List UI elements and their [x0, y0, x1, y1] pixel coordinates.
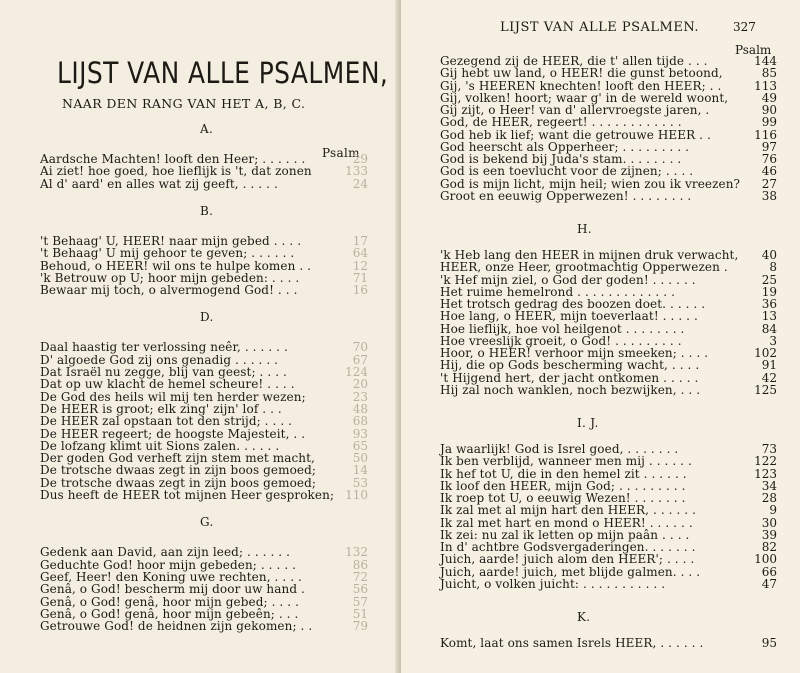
psalm-entry-text: God is mijn licht, mijn heil; wien zou ik vreezen?	[440, 176, 741, 191]
psalm-entry-text: God heerscht als Opperheer; . . . . . . . . .	[440, 139, 690, 154]
page-title: LIJST VAN ALLE PSALMEN,	[57, 56, 389, 90]
psalm-entry-text: De lofzang klimt uit Sions zalen. . . . . .	[40, 438, 280, 453]
psalm-number: 9	[769, 503, 777, 518]
psalm-entry-text: De trotsche dwaas zegt in zijn boos gemoed;	[40, 475, 317, 490]
psalm-number: 30	[761, 515, 777, 530]
psalm-number: 56	[352, 582, 368, 597]
psalm-entry-text: Ja waarlijk! God is Isrel goed, . . . . . . .	[440, 442, 679, 456]
psalm-number: 20	[352, 377, 368, 392]
psalm-number: 72	[352, 569, 368, 584]
psalm-entry-text: HEER, onze Heer, grootmachtig Opperwezen .	[440, 260, 728, 275]
psalm-entry-text: Ik zal met hart en mond o HEER! . . . . . .	[440, 515, 693, 530]
psalm-entry-text: Hoe lieflijk, hoe vol heilgenot . . . . . . . .	[440, 321, 685, 336]
psalm-number: 57	[352, 594, 368, 609]
psalm-number: 84	[761, 321, 777, 336]
running-head: LIJST VAN ALLE PSALMEN.	[500, 20, 700, 35]
psalm-entry-text: Ik roep tot U, o eeuwig Wezen! . . . . . . .	[440, 491, 686, 505]
psalm-number: 23	[352, 389, 368, 404]
psalm-entry-text: God heb ik lief; want die getrouwe HEER . .	[440, 127, 711, 142]
psalm-entry-text: Bewaar mij toch, o alvermogend God! . . .	[40, 283, 298, 298]
section-letter: I. J.	[577, 416, 599, 430]
psalm-entry-text: Behoud, o HEER! wil ons te hulpe komen . .	[40, 258, 312, 273]
psalm-number: 39	[761, 527, 777, 542]
psalm-entry-text: 'k Betrouw op U; hoor mijn gebeden: . . . .	[40, 270, 300, 285]
psalm-number: 132	[345, 545, 368, 560]
psalm-entry-text: Getrouwe God! de heidnen zijn gekomen; . .	[40, 619, 313, 634]
psalm-number: 24	[352, 176, 368, 191]
psalm-number: 8	[769, 260, 777, 275]
psalm-entry-text: De God des heils wil mij ten herder wezen;	[40, 389, 306, 404]
psalm-entry-text: Hoe lang, o HEER, mijn toeverlaat! . . . . .	[440, 309, 698, 324]
psalm-entry-text: Geef, Heer! den Koning uwe rechten, . . . .	[40, 569, 302, 584]
psalm-number: 12	[352, 258, 368, 273]
psalm-number: 66	[761, 564, 777, 579]
psalm-entry-text: 't Behaag' U mij gehoor te geven; . . . . . .	[40, 246, 295, 261]
psalm-entry-text: Genâ, o God! genâ, hoor mijn gebed; . . . .	[40, 594, 299, 609]
psalm-entry-text: Juich, aarde! juich, met blijde galmen. . . .	[440, 564, 701, 579]
psalm-entry-text: Ik zei: nu zal ik letten op mijn paân . . . .	[440, 527, 690, 542]
psalm-number: 16	[352, 283, 368, 298]
psalm-number: 46	[761, 164, 777, 179]
page-number: 327	[733, 20, 756, 34]
psalm-entry-text: Het ruime hemelrond . . . . . . . . . . . . .	[440, 284, 675, 299]
psalm-number: 67	[352, 352, 368, 367]
psalm-number: 42	[761, 370, 777, 385]
psalm-number: 110	[345, 488, 368, 502]
psalm-entry-text: Gij zijt, o Heer! van d' allervroegste jaren, .	[440, 103, 710, 117]
left-column-label: Psalm	[322, 146, 360, 160]
psalm-number: 14	[352, 463, 368, 478]
psalm-number: 90	[761, 103, 777, 117]
right-column-label: Psalm	[735, 43, 772, 57]
psalm-number: 68	[352, 414, 368, 429]
psalm-entry-text: 't Behaag' U, HEER! naar mijn gebed . . . .	[40, 233, 302, 248]
psalm-entry-text: Juich, aarde! juich alom den HEER'; . . . .	[440, 552, 695, 567]
psalm-number: 71	[352, 270, 368, 285]
psalm-number: 99	[761, 115, 777, 130]
psalm-entry-text: Gij, volken! hoort; waar g' in de wereld woont,	[440, 90, 729, 105]
psalm-number: 36	[761, 297, 777, 311]
psalm-number: 97	[761, 139, 777, 154]
psalm-number: 47	[761, 576, 777, 591]
psalm-entry-text: De trotsche dwaas zegt in zijn boos gemoed;	[40, 463, 317, 478]
psalm-number: 113	[754, 78, 777, 93]
psalm-entry-text: Genâ, o God! genâ, hoor mijn gebeên; . . .	[40, 606, 299, 621]
psalm-number: 82	[761, 540, 777, 554]
psalm-number: 73	[761, 442, 777, 456]
psalm-entry-text: 't Hijgend hert, der jacht ontkomen . . . . .	[440, 370, 699, 385]
psalm-number: 144	[754, 54, 777, 68]
psalm-entry-text: Genâ, o God! bescherm mij door uw hand .	[40, 582, 305, 597]
psalm-number: 48	[352, 401, 368, 416]
psalm-entry-text: Juicht, o volken juicht: . . . . . . . . . . .	[440, 576, 666, 591]
psalm-number: 124	[345, 365, 368, 379]
psalm-number: 49	[761, 90, 777, 105]
psalm-entry-text: God is een toevlucht voor de zijnen; . . . .	[440, 164, 694, 179]
psalm-number: 34	[761, 478, 777, 493]
psalm-entry-text: De HEER regeert; de hoogste Majesteit, . .	[40, 426, 306, 441]
psalm-number: 102	[754, 346, 777, 360]
psalm-number: 17	[352, 233, 368, 248]
psalm-entry-text: Al d' aard' en alles wat zij geeft, . . . . .	[40, 176, 278, 191]
psalm-number: 86	[352, 557, 368, 572]
psalm-entry-text: D' algoede God zij ons genadig . . . . . .	[40, 352, 279, 367]
psalm-entry-text: Groot en eeuwig Opperwezen! . . . . . . . .	[440, 188, 692, 203]
psalm-entry-text: Aardsche Machten! looft den Heer; . . . . . .	[40, 152, 306, 166]
psalm-entry-text: Ik loof den HEER, mijn God; . . . . . . . . .	[440, 478, 686, 493]
psalm-entry-text: Geduchte God! hoor mijn gebeden; . . . . .	[40, 557, 297, 572]
left-page	[0, 0, 399, 673]
psalm-number: 28	[761, 491, 777, 505]
psalm-entry-text: Hij, die op Gods bescherming wacht, . . . .	[440, 358, 700, 373]
psalm-number: 122	[754, 454, 777, 469]
psalm-entry-text: Het trotsch gedrag des boozen doet. . . . . .	[440, 297, 706, 311]
psalm-number: 25	[761, 272, 777, 287]
psalm-number: 19	[761, 284, 777, 299]
psalm-entry-text: Gij, 's HEEREN knechten! looft den HEER; . .	[440, 78, 722, 93]
psalm-entry-text: Ik ben verblijd, wanneer men mij . . . . . .	[440, 454, 692, 469]
psalm-number: 29	[352, 152, 368, 166]
section-letter: A.	[200, 122, 214, 136]
psalm-number: 27	[761, 176, 777, 191]
psalm-entry-text: Ik hef tot U, die in den hemel zit . . . . . .	[440, 466, 687, 481]
psalm-entry-text: Der goden God verheft zijn stem met macht,	[40, 451, 315, 466]
psalm-entry-text: De HEER is groot; elk zing' zijn' lof . . .	[40, 401, 282, 416]
section-letter: G.	[200, 515, 214, 530]
psalm-number: 40	[761, 248, 777, 262]
psalm-entry-text: Gezegend zij de HEER, die t' allen tijde . . .	[440, 54, 708, 68]
psalm-entry-text: God is bekend bij Juda's stam. . . . . . . .	[440, 152, 682, 166]
psalm-number: 91	[761, 358, 777, 373]
section-letter: B.	[200, 203, 214, 218]
psalm-entry-text: Gedenk aan David, aan zijn leed; . . . . . .	[40, 545, 291, 560]
psalm-number: 125	[754, 382, 777, 397]
psalm-entry-text: Dat Israël nu zegge, blij van geest; . . . .	[40, 365, 287, 379]
psalm-number: 95	[761, 636, 777, 650]
psalm-number: 133	[345, 164, 368, 179]
psalm-entry-text: God, de HEER, regeert! . . . . . . . . . . . .	[440, 115, 682, 130]
psalm-entry-text: 'k Heb lang den HEER in mijnen druk verwacht,	[440, 248, 739, 262]
psalm-number: 38	[761, 188, 777, 203]
right-page	[401, 0, 800, 673]
psalm-entry-text: In d' achtbre Godsvergaderingen. . . . . . .	[440, 540, 696, 554]
section-letter: H.	[577, 222, 592, 236]
psalm-entry-text: Dus heeft de HEER tot mijnen Heer gesproken;	[40, 488, 335, 502]
section-letter: K.	[577, 610, 591, 624]
psalm-number: 85	[761, 66, 777, 81]
psalm-entry-text: Ik zal met al mijn hart den HEER, . . . . . .	[440, 503, 697, 518]
psalm-entry-text: Ai ziet! hoe goed, hoe lieflijk is 't, dat zonen	[40, 164, 312, 179]
psalm-number: 93	[352, 426, 368, 441]
psalm-number: 116	[754, 127, 777, 142]
psalm-number: 100	[754, 552, 777, 567]
psalm-number: 70	[352, 340, 368, 355]
psalm-entry-text: Gij hebt uw land, o HEER! die gunst betoond,	[440, 66, 723, 81]
psalm-number: 65	[352, 438, 368, 453]
page-subtitle: NAAR DEN RANG VAN HET A, B, C.	[62, 96, 306, 111]
psalm-entry-text: Komt, laat ons samen Isrels HEER, . . . . . .	[440, 636, 704, 650]
psalm-number: 76	[761, 152, 777, 166]
psalm-number: 79	[352, 619, 368, 634]
psalm-number: 123	[754, 466, 777, 481]
psalm-entry-text: Dat op uw klacht de hemel scheure! . . . .	[40, 377, 295, 392]
psalm-entry-text: 'k Hef mijn ziel, o God der goden! . . . . . .	[440, 272, 696, 287]
psalm-entry-text: De HEER zal opstaan tot den strijd; . . . .	[40, 414, 293, 429]
psalm-number: 3	[769, 333, 777, 348]
psalm-entry-text: Hoor, o HEER! verhoor mijn smeeken; . . . .	[440, 346, 709, 360]
psalm-number: 51	[352, 606, 368, 621]
psalm-entry-text: Hij zal noch wanklen, noch bezwijken, . . .	[440, 382, 701, 397]
psalm-entry-text: Hoe vreeslijk groeit, o God! . . . . . . . . .	[440, 333, 682, 348]
psalm-number: 64	[352, 246, 368, 261]
psalm-entry-text: Daal haastig ter verlossing neêr, . . . . . .	[40, 340, 288, 355]
section-letter: D.	[200, 310, 214, 325]
psalm-number: 13	[761, 309, 777, 324]
psalm-number: 50	[352, 451, 368, 466]
psalm-number: 53	[352, 475, 368, 490]
